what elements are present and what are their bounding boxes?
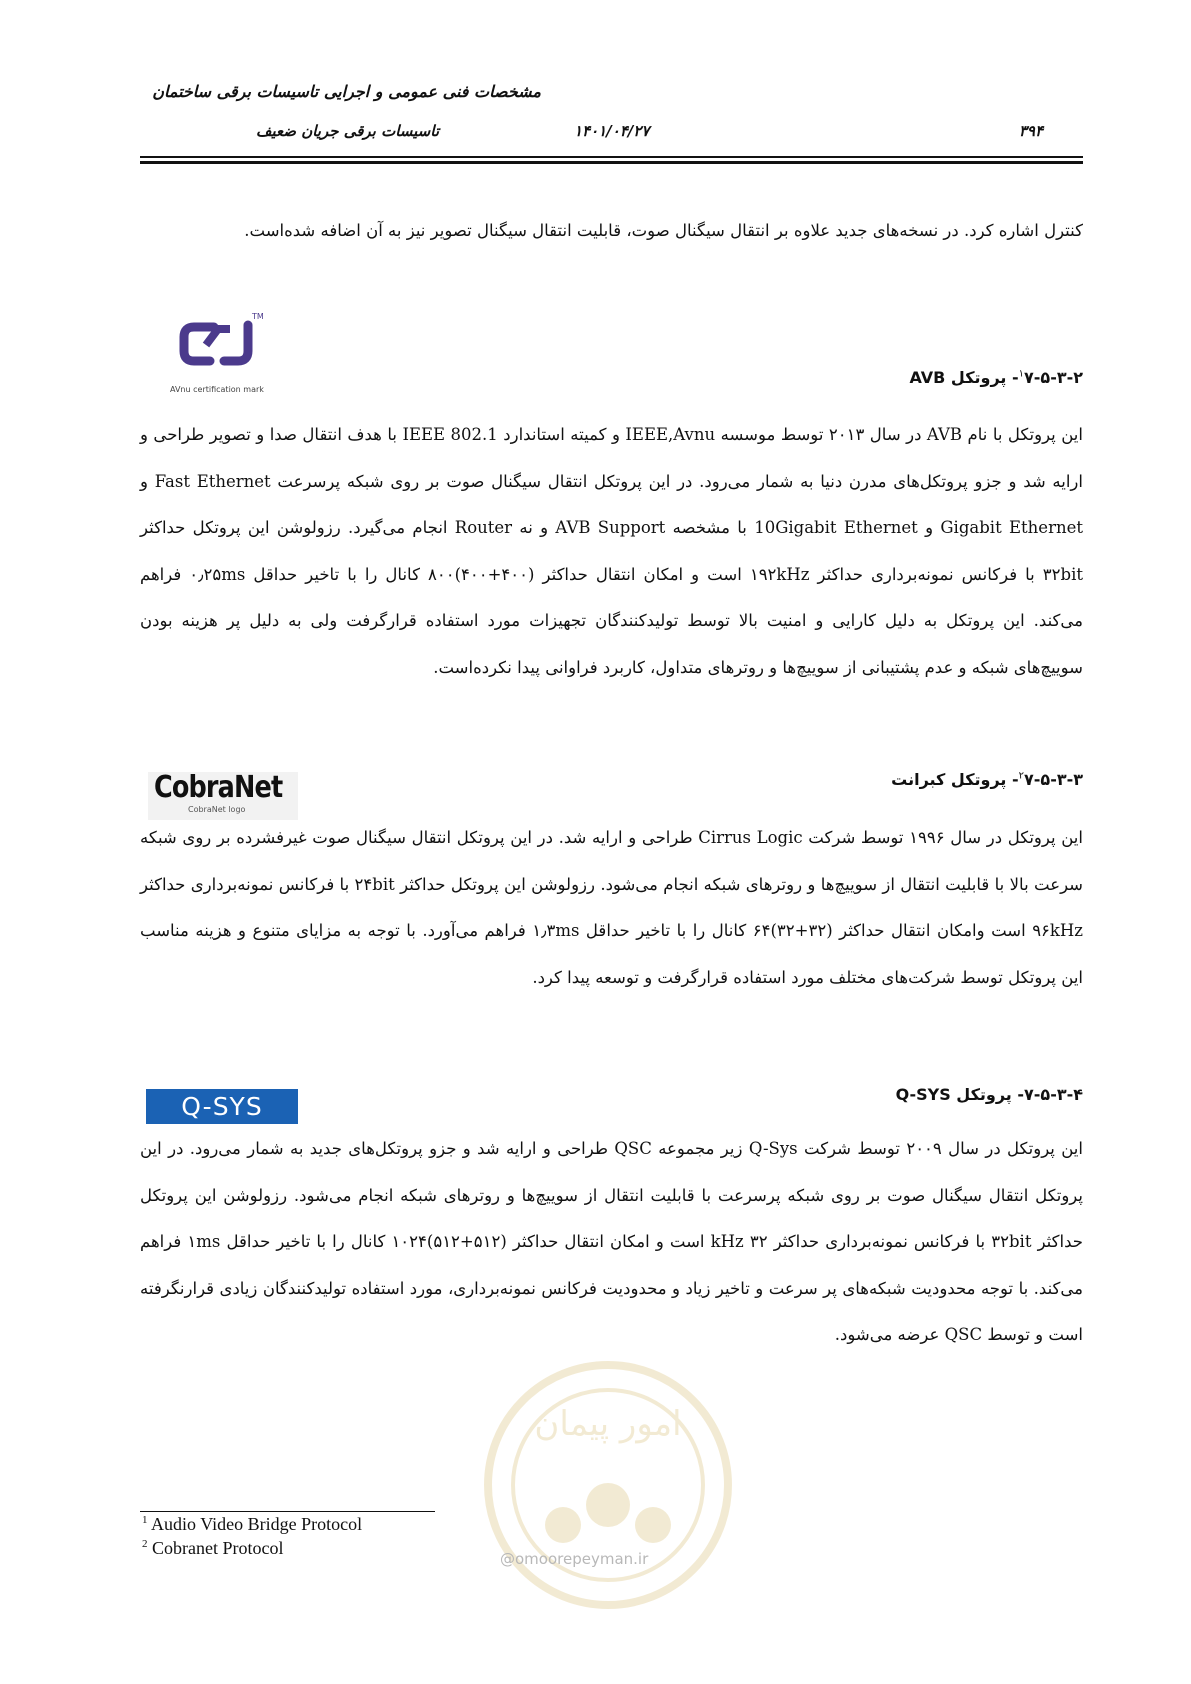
section-paragraph-qsys: این پروتکل در سال ۲۰۰۹ توسط شرکت Q-Sys زیر مجموعه QSC طراحی و ارایه شد و جزو پروتکل‌های جدید به شمار می‌رود. در این پروتکل انتقال سیگنال صوت بر روی شبکه پرسرعت با قابلیت انتقال از سوییچ‌ها و روترهای شبکه انجام می‌شود. رزولوشن این پروتکل حداکثر ۳۲bit با فرکانس نمونه‌برداری حداکثر ۳۲ kHz است و امکان انتقال حداکثر (۵۱۲+۵۱۲)۱۰۲۴ کانال را با تاخیر حداقل ۱ms فراهم می‌کند. با توجه محدودیت شبکه‌های پر سرعت و تاخیر زیاد و محدودیت فرکانس نمونه‌برداری، مورد استفاده تولیدکنندگان زیادی قرارنگرفته است و توسط QSC عرضه می‌شود. — [140, 1139, 1083, 1344]
qsys-logo: Q-SYS — [146, 1089, 298, 1124]
page-number: ۳۹۴ — [1018, 122, 1043, 140]
footnote-1-text: Audio Video Bridge Protocol — [151, 1514, 363, 1534]
document-title: مشخصات فنی عمومی و اجرایی تاسیسات برقی ساختمان — [152, 82, 541, 101]
svg-text:TM: TM — [252, 312, 264, 321]
footnote-2-text: Cobranet Protocol — [152, 1538, 284, 1558]
footnote-1-number: 1 — [142, 1514, 148, 1526]
section-paragraph-avb: این پروتکل با نام AVB در سال ۲۰۱۳ توسط موسسه IEEE,Avnu و کمیته استاندارد IEEE 802.1 با هدف انتقال صدا و تصویر طراحی و ارایه شد و جزو پروتکل‌های مدرن دنیا به شمار می‌رود. در این پروتکل انتقال سیگنال صوت بر روی شبکه پرسرعت Fast Ethernet و Gigabit Ethernet و 10Gigabit Ethernet با مشخصه AVB Support و نه Router انجام می‌گیرد. رزولوشن این پروتکل حداکثر ۳۲bit با فرکانس نمونه‌برداری حداکثر ۱۹۲kHz است و امکان انتقال حداکثر (۴۰۰+۴۰۰)۸۰۰ کانال را با تاخیر حداقل ۰٫۲۵ms فراهم می‌کند. این پروتکل به دلیل کارایی و امنیت بالا توسط تولیدکنندگان تجهیزات مورد استفاده قرارگرفت ولی به دلیل پر هزینه بودن سوییچ‌های شبکه و عدم پشتیبانی از سوییچ‌ها و روترهای متداول، کاربرد فراوانی پیدا نکرده‌است. — [140, 425, 1083, 677]
section-heading-qsys: ۷-۵-۳-۴- پروتکل Q-SYS — [895, 1085, 1083, 1104]
footnote-ref-2: ۲ — [1018, 770, 1025, 782]
cobranet-logo-text: CobraNet — [154, 770, 283, 805]
section-paragraph-cobranet: این پروتکل در سال ۱۹۹۶ توسط شرکت Cirrus Logic طراحی و ارایه شد. در این پروتکل انتقال سیگنال صوت غیرفشرده بر روی شبکه سرعت بالا با قابلیت انتقال از سوییچ‌ها و روترهای شبکه انجام می‌شود. رزولوشن این پروتکل حداکثر ۲۴bit با فرکانس نمونه‌برداری حداکثر ۹۶kHz است وامکان انتقال حداکثر (۳۲+۳۲)۶۴ کانال را با تاخیر حداقل ۱٫۳ms فراهم می‌آورد. با توجه به مزایای متنوع و هزینه مناسب این پروتکل توسط شرکت‌های مختلف مورد استفاده قرارگرفت و توسعه پیدا کرد. — [140, 828, 1083, 987]
footnote-1 — [142, 1514, 362, 1535]
avnu-logo-caption: AVnu certification mark — [170, 385, 264, 394]
watermark-seal — [478, 1355, 738, 1615]
intro-paragraph: کنترل اشاره کرد. در نسخه‌های جدید علاوه بر انتقال سیگنال صوت، قابلیت انتقال سیگنال تصویر نیز به آن اضافه شده‌است. — [244, 221, 1083, 240]
watermark-seal-text: امور پیمان — [534, 1404, 682, 1444]
footnote-2-number: 2 — [142, 1538, 148, 1550]
avnu-certification-logo — [172, 305, 272, 395]
section-heading-cobranet: $^۲$۷-۵-۳-۳- پروتکل کبرانت — [891, 770, 1083, 789]
cobranet-logo-caption: CobraNet logo — [188, 805, 246, 814]
document-subtitle: تاسیسات برقی جریان ضعیف — [255, 122, 439, 140]
footnote-rule — [140, 1511, 435, 1512]
cobranet-logo — [148, 772, 298, 820]
header-rule-thick — [140, 161, 1083, 164]
section-heading-avb: $^۱$۷-۵-۳-۲- پروتکل AVB — [909, 368, 1083, 387]
footnote-ref-1: ۱ — [1018, 368, 1025, 380]
document-date: ۱۴۰۱/۰۴/۲۷ — [574, 122, 650, 140]
watermark-text: @omoorepeyman.ir — [500, 1550, 649, 1568]
header-rule-thin — [140, 156, 1083, 158]
footnote-2 — [142, 1538, 283, 1559]
